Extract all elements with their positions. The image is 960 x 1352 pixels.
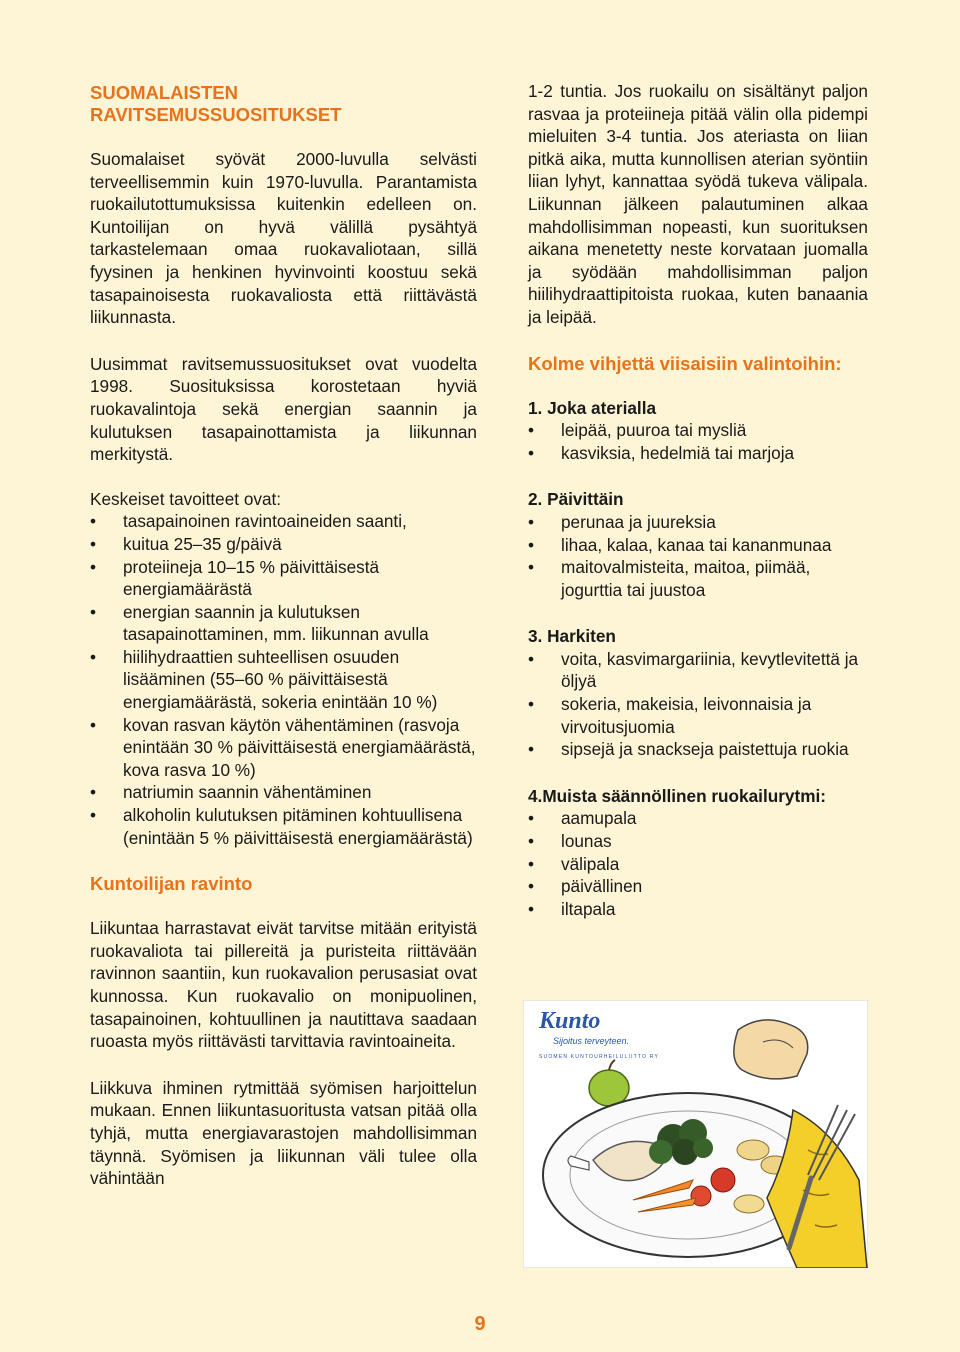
tip-item: • voita, kasvimargariinia, kevytlevitettä ja öljyä: [528, 648, 868, 693]
tip-group-title: 1. Joka aterialla: [528, 397, 657, 418]
tip-group: [528, 625, 868, 761]
right-column: [528, 80, 868, 920]
plate-illustration-svg: [523, 1000, 868, 1268]
goals-list: [90, 510, 477, 849]
tip-item: • aamupala: [528, 807, 868, 830]
logo-brand: Kunto: [539, 1008, 601, 1034]
tip-list: [528, 511, 868, 601]
tip-item: • päivällinen: [528, 875, 868, 898]
tip-item: • välipala: [528, 853, 868, 876]
goal-item: • energian saannin ja kulutuksen tasapainottaminen, mm. liikunnan avulla: [90, 601, 477, 646]
tip-group: [528, 397, 868, 465]
tip-item: • lounas: [528, 830, 868, 853]
logo-org: SUOMEN KUNTOURHEILULIITTO RY: [539, 1054, 660, 1060]
intro-paragraph: Suomalaiset syövät 2000-luvulla selvästi terveellisemmin kuin 1970-luvulla. Parantamista ruokailutottumuksissa kuitenkin edelleen on. Kuntoilijan on hyvä välillä pysähtyä tarkastelemaan omaa ruokavaliotaan, sillä fyysinen ja henkinen hyvinvointi koostuu sekä tasapainoisesta ruokavaliosta että riittävästä liikunnasta.: [90, 149, 477, 328]
goal-item: • tasapainoinen ravintoaineiden saanti,: [90, 510, 477, 533]
tip-item: • lihaa, kalaa, kanaa tai kananmunaa: [528, 534, 868, 557]
goal-item: • natriumin saannin vähentäminen: [90, 781, 477, 804]
goal-item: • proteiineja 10–15 % päivittäisestä energiamäärästä: [90, 556, 477, 601]
food-plate-illustration: [523, 1000, 868, 1268]
goal-item: • alkoholin kulutuksen pitäminen kohtuullisena (enintään 5 % päivittäisestä energiamäärästä): [90, 804, 477, 849]
tip-item: • leipää, puuroa tai mysliä: [528, 419, 868, 442]
tip-item: • sipsejä ja snackseja paistettuja ruokia: [528, 738, 868, 761]
goal-item: • kuitua 25–35 g/päivä: [90, 533, 477, 556]
tip-list: [528, 648, 868, 761]
athlete-paragraph: Liikuntaa harrastavat eivät tarvitse mitään erityistä ruokavaliota tai pillereitä ja puristeita riittävään ravinnon saantiin, kun ruokavalion perusasiat ovat kunnossa. Kun ruokavalio on monipuolinen, tasapainoinen, kohtuullinen ja nautittava saadaan ruoasta myös riittävästi tarvittavia ravintoaineita.: [90, 918, 477, 1052]
main-title: SUOMALAISTEN RAVITSEMUSSUOSITUKSET: [90, 82, 342, 125]
recommendations-paragraph: Uusimmat ravitsemussuositukset ovat vuodelta 1998. Suosituksissa korostetaan hyviä ruokavalintoja sekä energian saannin ja kulutuksen tasapainottamista ja liikunnan merkitystä.: [90, 353, 477, 465]
tips-title: Kolme vihjettä viisaisiin valintoihin:: [528, 352, 842, 374]
tip-group: [528, 488, 868, 601]
tip-list: [528, 807, 868, 920]
tip-group-title: 3. Harkiten: [528, 626, 616, 647]
tip-group-title: 4.Muista säännöllinen ruokailurytmi:: [528, 785, 826, 806]
goal-item: • hiilihydraattien suhteellisen osuuden lisääminen (55–60 % päivittäisestä energiamäärästä, sokeria enintään 10 %): [90, 646, 477, 714]
tip-item: • perunaa ja juureksia: [528, 511, 868, 534]
tip-group-title: 2. Päivittäin: [528, 489, 624, 510]
tip-item: • sokeria, makeisia, leivonnaisia ja virvoitusjuomia: [528, 693, 868, 738]
page-number: 9: [474, 1313, 486, 1335]
tip-item: • maitovalmisteita, maitoa, piimää, jogurttia tai juustoa: [528, 556, 868, 601]
goals-intro: Keskeiset tavoitteet ovat:: [90, 488, 282, 509]
tip-item: • iltapala: [528, 898, 868, 921]
section-title-kuntoilijan-ravinto: Kuntoilijan ravinto: [90, 873, 253, 895]
timing-paragraph: Liikkuva ihminen rytmittää syömisen harjoittelun mukaan. Ennen liikuntasuoritusta vatsan pitää olla tyhjä, mutta energiavarastojen mahdollisimman täynnä. Syömisen ja liikunnan väli tulee olla vähintään: [90, 1077, 477, 1189]
tip-item: • kasviksia, hedelmiä tai marjoja: [528, 442, 868, 465]
goal-item: • kovan rasvan käytön vähentäminen (rasvoja enintään 30 % päivittäisestä energiamäärästä, kova rasva 10 %): [90, 714, 477, 782]
bread-icon: [734, 1020, 808, 1079]
tip-group: [528, 785, 868, 921]
tip-list: [528, 419, 868, 464]
continued-paragraph: 1-2 tuntia. Jos ruokailu on sisältänyt paljon rasvaa ja proteiineja pitää välin olla pidempi mieluiten 3-4 tuntia. Jos ateriasta on liian pitkä aika, mutta kunnollisen aterian syöntiin liian lyhyt, kannattaa syödä tukeva välipala. Liikunnan jälkeen palautuminen alkaa mahdollisimman nopeasti, kun suorituksen aikana menetetty neste korvataan juomalla ja syödään mahdollisimman paljon hiilihydraattipitoista ruokaa, kuten banaania ja leipää.: [528, 81, 868, 327]
left-column: [90, 80, 477, 1190]
logo-slogan: Sijoitus terveyteen.: [553, 1036, 630, 1046]
